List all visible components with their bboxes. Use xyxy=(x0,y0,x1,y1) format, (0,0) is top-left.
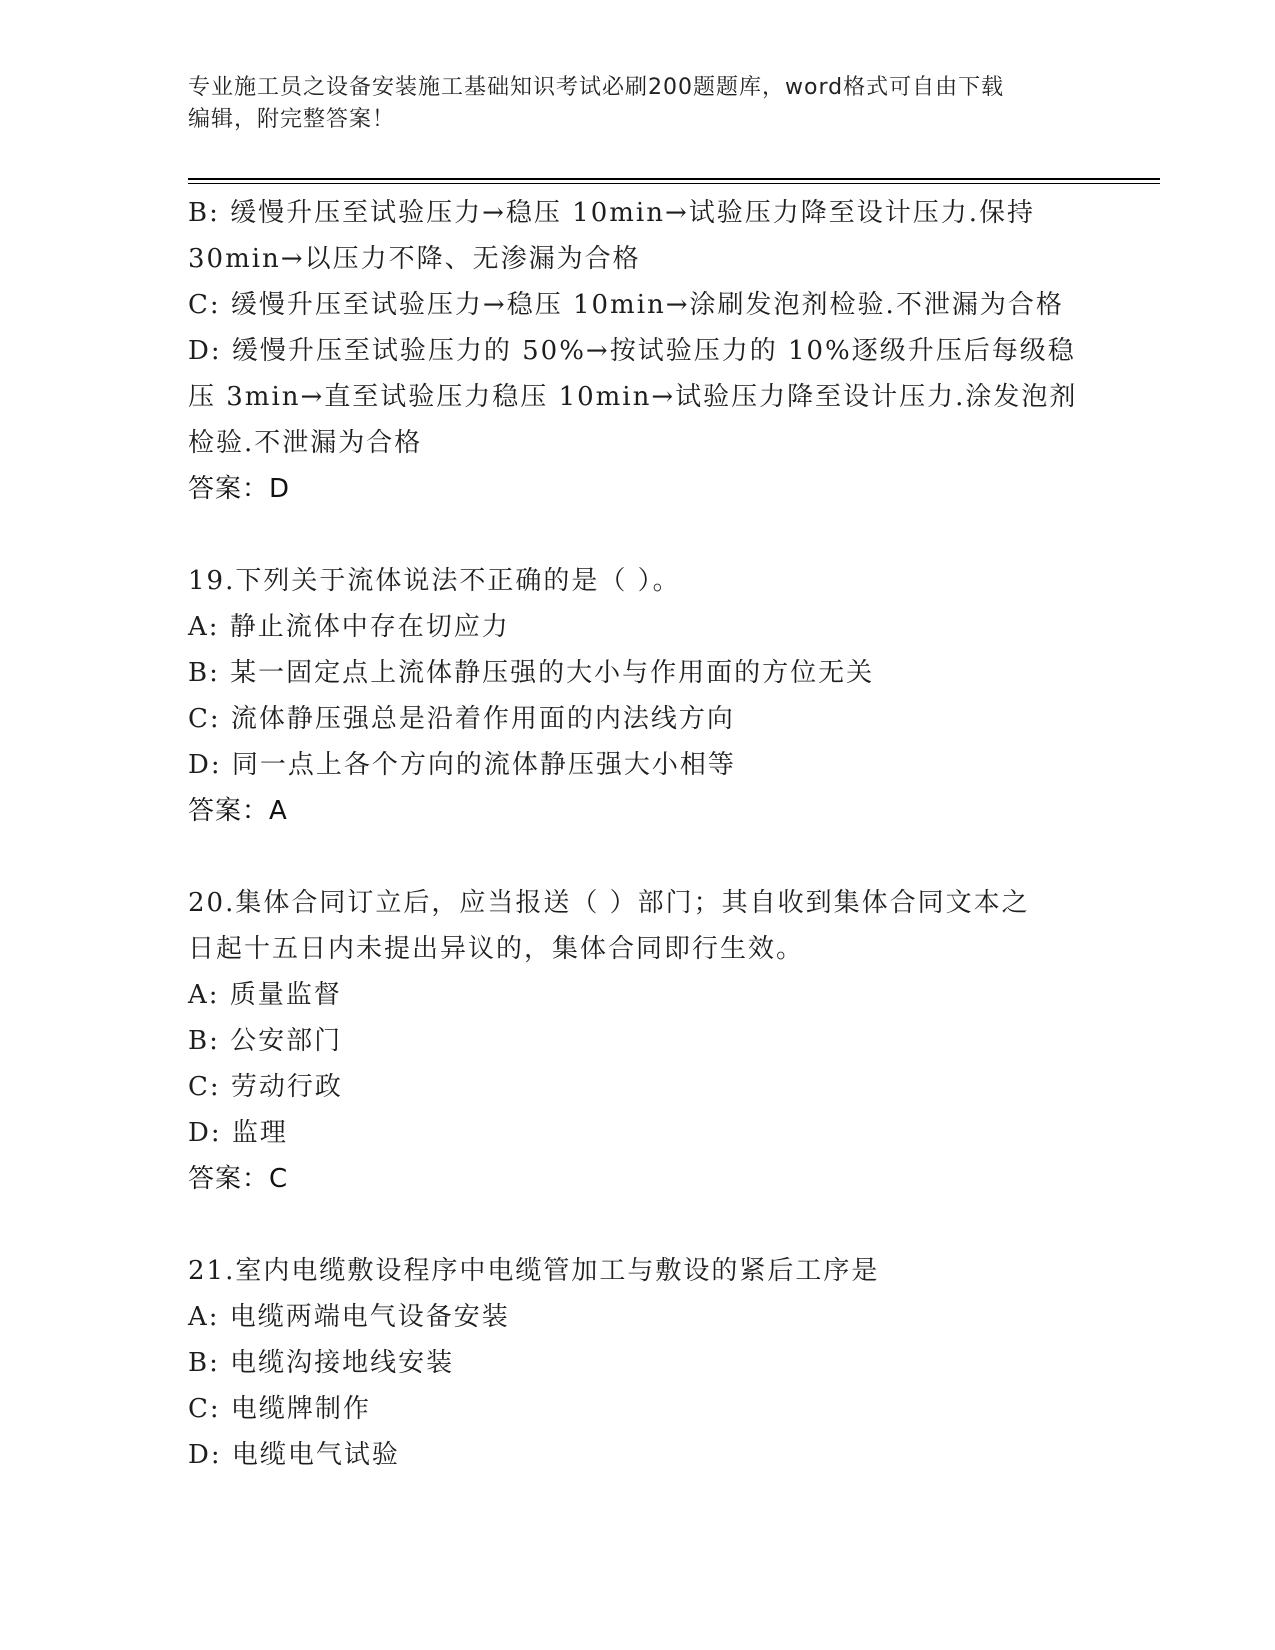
header-rule-thin xyxy=(188,183,1160,184)
question-text-cont: 日起十五日内未提出异议的，集体合同即行生效。 xyxy=(188,934,805,964)
option-b: B: 电缆沟接地线安装 xyxy=(188,1348,455,1378)
option-a: A: 质量监督 xyxy=(188,980,342,1010)
option-b: B: 公安部门 xyxy=(188,1026,343,1056)
spacer xyxy=(188,512,1088,558)
answer: 答案：A xyxy=(188,796,288,826)
option-c: C: 劳动行政 xyxy=(188,1072,343,1102)
document-body xyxy=(188,190,1088,1478)
document-header xyxy=(188,72,1088,136)
header-rule-thick xyxy=(188,178,1160,180)
question-text: 21.室内电缆敷设程序中电缆管加工与敷设的紧后工序是 xyxy=(188,1256,880,1286)
header-line-1: 专业施工员之设备安装施工基础知识考试必刷200题题库，word格式可自由下载 xyxy=(188,75,1005,100)
question-21-block xyxy=(188,1248,1088,1478)
option-b: B: 缓慢升压至试验压力→稳压 10min→试验压力降至设计压力.保持 xyxy=(188,198,1036,228)
option-d: D: 缓慢升压至试验压力的 50%→按试验压力的 10%逐级升压后每级稳 xyxy=(188,336,1076,366)
answer: 答案：C xyxy=(188,1164,289,1194)
spacer xyxy=(188,1202,1088,1248)
option-b-cont: 30min→以压力不降、无渗漏为合格 xyxy=(188,244,641,274)
option-a: A: 静止流体中存在切应力 xyxy=(188,612,510,642)
option-c: C: 缓慢升压至试验压力→稳压 10min→涂刷发泡剂检验.不泄漏为合格 xyxy=(188,290,1064,320)
prev-question-block xyxy=(188,190,1088,512)
option-d: D: 同一点上各个方向的流体静压强大小相等 xyxy=(188,750,736,780)
question-text: 20.集体合同订立后，应当报送（ ）部门；其自收到集体合同文本之 xyxy=(188,888,1030,918)
question-20-block xyxy=(188,880,1088,1202)
question-19-block xyxy=(188,558,1088,834)
header-line-2: 编辑，附完整答案！ xyxy=(188,107,396,132)
option-c: C: 电缆牌制作 xyxy=(188,1394,371,1424)
option-a: A: 电缆两端电气设备安装 xyxy=(188,1302,510,1332)
answer: 答案：D xyxy=(188,474,291,504)
option-b: B: 某一固定点上流体静压强的大小与作用面的方位无关 xyxy=(188,658,875,688)
option-d: D: 电缆电气试验 xyxy=(188,1440,400,1470)
option-c: C: 流体静压强总是沿着作用面的内法线方向 xyxy=(188,704,735,734)
spacer xyxy=(188,834,1088,880)
option-d-cont-1: 压 3min→直至试验压力稳压 10min→试验压力降至设计压力.涂发泡剂 xyxy=(188,382,1078,412)
option-d: D: 监理 xyxy=(188,1118,288,1148)
question-text: 19.下列关于流体说法不正确的是（ ）。 xyxy=(188,566,681,596)
option-d-cont-2: 检验.不泄漏为合格 xyxy=(188,428,423,458)
